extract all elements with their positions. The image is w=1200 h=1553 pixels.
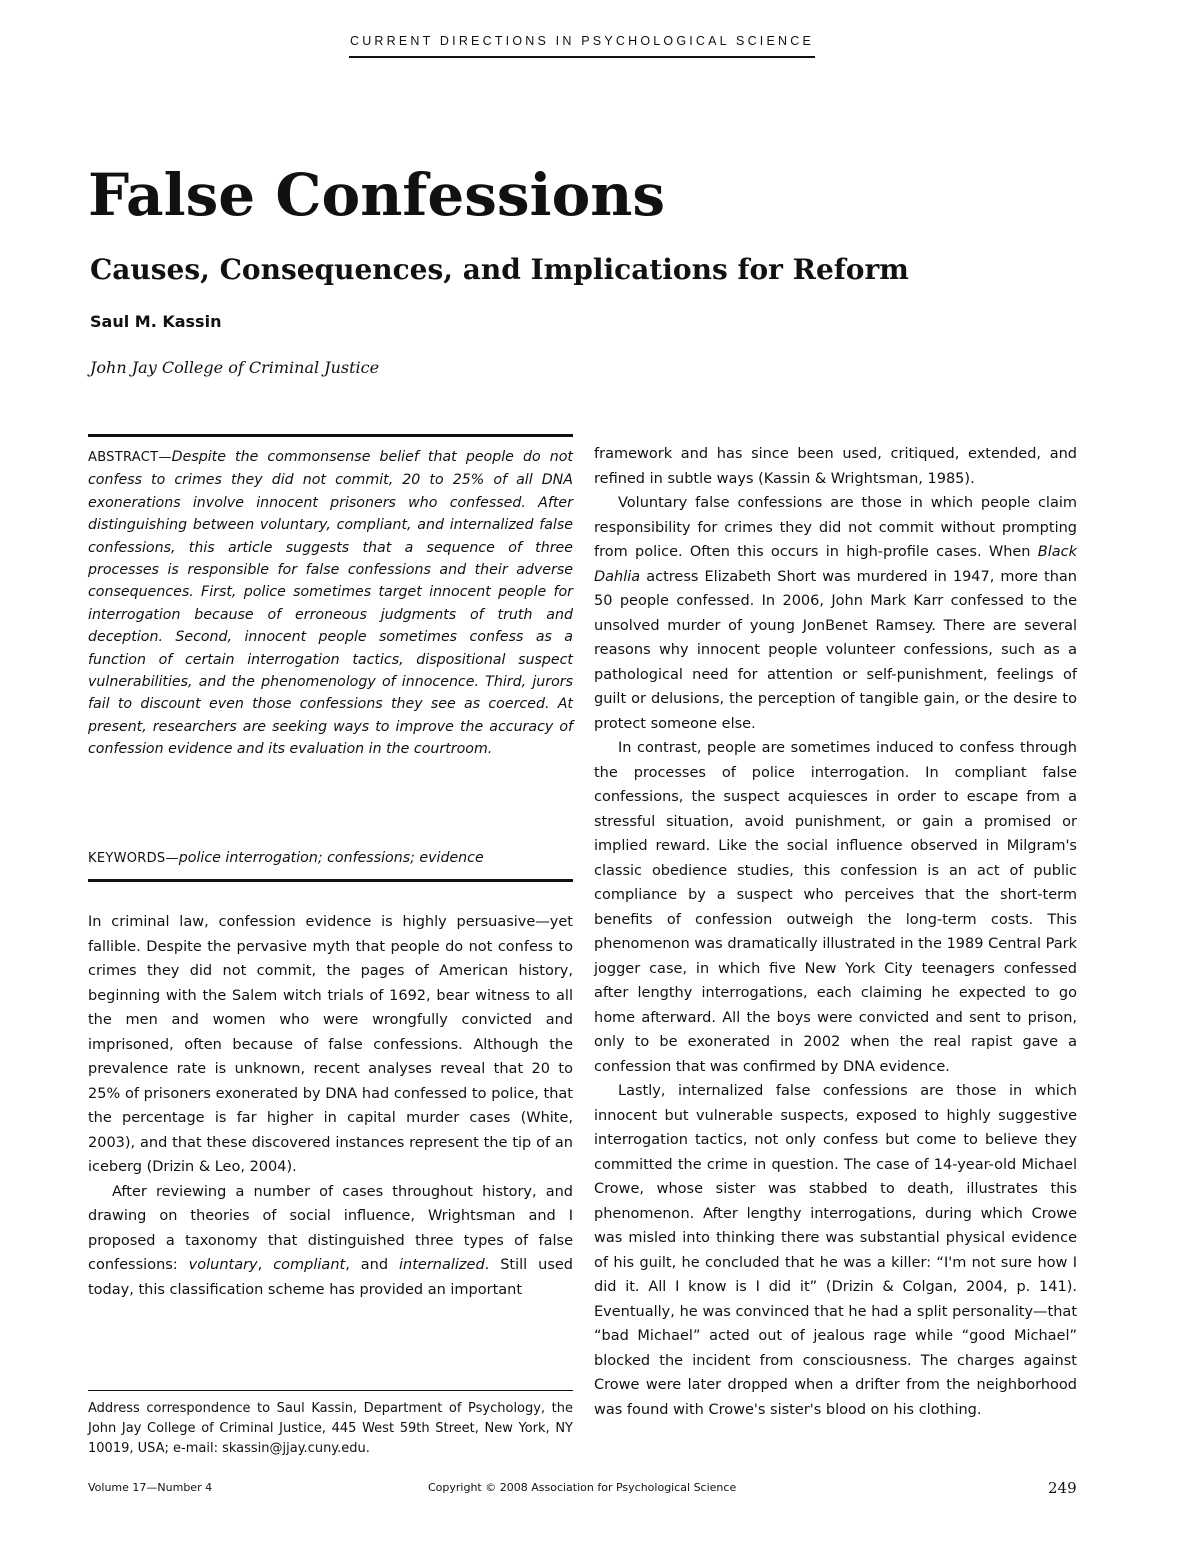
- abstract-text: Despite the commonsense belief that people do not confess to crimes they did not commit, 20 to 25% of all DNA exonerations involve innocent prisoners who confessed. After distinguishing between voluntary, compliant, and internalized false confessions, this article suggests that a sequence of three processes is responsible for false confessions and their adverse consequences. First, police sometimes target innocent people for interrogation because of erroneous judgments of truth and deception. Second, innocent people sometimes confess as a function of certain interrogation tactics, dispositional suspect vulnerabilities, and the phenomenology of innocence. Third, jurors fail to discount even those confessions they see as coerced. At present, researchers are seeking ways to improve the accuracy of confession evidence and its evaluation in the courtroom.: [88, 449, 573, 758]
- abstract: [88, 446, 573, 761]
- body-paragraph: In criminal law, confession evidence is highly persuasive—yet fallible. Despite the pervasive myth that people do not confess to crimes they did not commit, the pages of American history, beginning with the Salem witch trials of 1692, bear witness to all the men and women who were wrongfully convicted and imprisoned, often because of false confessions. Although the prevalence rate is unknown, recent analyses reveal that 20 to 25% of prisoners exonerated by DNA had confessed to police, that the percentage is far higher in capital murder cases (White, 2003), and that these discovered instances represent the tip of an iceberg (Drizin & Leo, 2004).: [88, 914, 573, 1175]
- body-paragraph: framework and has since been used, critiqued, extended, and refined in subtle ways (Kassin & Wrightsman, 1985).: [594, 446, 1077, 487]
- body-paragraph: Lastly, internalized false confessions are those in which innocent but vulnerable suspects, exposed to highly suggestive interrogation tactics, not only confess but come to believe they committed the crime in question. The case of 14-year-old Michael Crowe, whose sister was stabbed to death, illustrates this phenomenon. After lengthy interrogations, during which Crowe was misled into thinking there was substantial physical evidence of his guilt, he concluded that he was a killer: “I'm not sure how I did it. All I know is I did it” (Drizin & Colgan, 2004, p. 141). Eventually, he was convinced that he had a split personality—that “bad Michael” acted out of jealous rage while “good Michael” blocked the incident from consciousness. The charges against Crowe were later dropped when a drifter from the neighborhood was found with Crowe's sister's blood on his clothing.: [594, 1083, 1077, 1418]
- keywords-label: KEYWORDS—: [88, 851, 179, 866]
- article-title: False Confessions: [88, 161, 666, 229]
- page-number: 249: [1048, 1479, 1077, 1497]
- author-affiliation: John Jay College of Criminal Justice: [90, 358, 380, 377]
- journal-header: CURRENT DIRECTIONS IN PSYCHOLOGICAL SCIENCE: [349, 34, 815, 58]
- abstract-box: [88, 434, 573, 882]
- body-paragraph: In contrast, people are sometimes induced to confess through the processes of police interrogation. In compliant false confessions, the suspect acquiesces in order to escape from a stressful situation, avoid punishment, or gain a promised or implied reward. Like the social influence observed in Milgram's classic obedience studies, this confession is an act of public compliance by a suspect who perceives that the short-term benefits of confession outweigh the long-term costs. This phenomenon was dramatically illustrated in the 1989 Central Park jogger case, in which five New York City teenagers confessed after lengthy interrogations, each claiming he expected to go home afterward. All the boys were convicted and sent to prison, only to be exonerated in 2002 when the real rapist gave a confession that was confirmed by DNA evidence.: [594, 740, 1077, 1075]
- footer-copyright: Copyright © 2008 Association for Psychological Science: [428, 1481, 737, 1494]
- abstract-label: ABSTRACT—: [88, 450, 172, 465]
- right-column-body: [594, 442, 1077, 1422]
- footer-volume: Volume 17—Number 4: [88, 1481, 213, 1494]
- correspondence-footnote: [88, 1390, 573, 1457]
- keywords-text: police interrogation; confessions; evidence: [178, 850, 484, 866]
- left-column-body: [88, 910, 573, 1302]
- author-name: Saul M. Kassin: [90, 312, 222, 331]
- footnote-text: Address correspondence to Saul Kassin, Department of Psychology, the John Jay College of Criminal Justice, 445 West 59th Street, New York, NY 10019, USA; e-mail: skassin@jjay.cuny.edu.: [88, 1401, 573, 1456]
- body-paragraph: After reviewing a number of cases throughout history, and drawing on theories of social influence, Wrightsman and I proposed a taxonomy that distinguished three types of false confessions: voluntary, compliant, and internalized. Still used today, this classification scheme has provided an important: [88, 1183, 574, 1298]
- article-subtitle: Causes, Consequences, and Implications for Reform: [90, 253, 909, 286]
- body-paragraph: Voluntary false confessions are those in which people claim responsibility for crimes they did not commit without prompting from police. Often this occurs in high-profile cases. When Black Dahlia actress Elizabeth Short was murdered in 1947, more than 50 people confessed. In 2006, John Mark Karr confessed to the unsolved murder of young JonBenet Ramsey. There are several reasons why innocent people volunteer confessions, such as a pathological need for attention or self-punishment, feelings of guilt or delusions, the perception of tangible gain, or the desire to protect someone else.: [594, 495, 1077, 732]
- keywords: [88, 847, 573, 870]
